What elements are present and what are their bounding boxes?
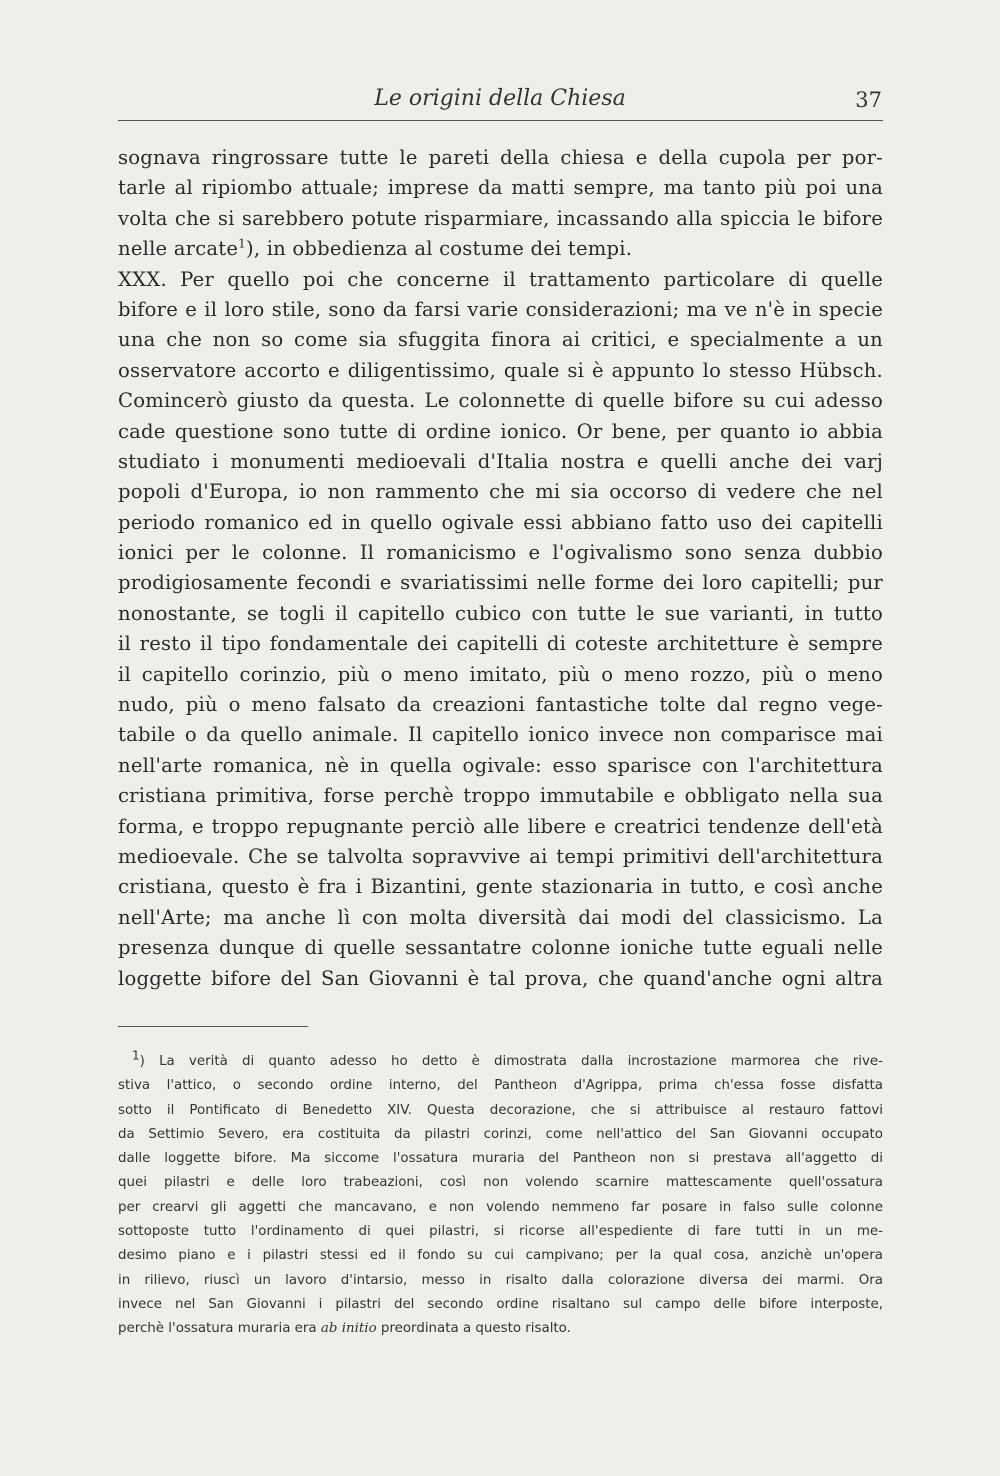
text-line: una che non so come sia sfuggita finora ai critici, e specialmente a un [118, 328, 883, 352]
page-number: 37 [855, 88, 882, 112]
footnote-ref: 1 [238, 236, 246, 251]
footnote-marker: 1 [132, 1048, 140, 1063]
text-line: cristiana primitiva, forse perchè troppo immutabile e obbligato nella sua [118, 784, 883, 808]
text-span: ) La verità di quanto adesso ho detto è dimostrata dalla incrostazione marmorea che rive- [139, 1054, 883, 1069]
footnote [118, 1050, 883, 1342]
text-line: cristiana, questo è fra i Bizantini, gente stazionaria in tutto, e così anche [118, 875, 883, 899]
text-line: Comincerò giusto da questa. Le colonnette di quelle bifore su cui adesso [118, 389, 883, 413]
text-line: forma, e troppo repugnante perciò alle libere e creatrici tendenze dell'età [118, 814, 883, 838]
text-line: loggette bifore del San Giovanni è tal prova, che quand'anche ogni altra [118, 966, 883, 990]
text-line: tabile o da quello animale. Il capitello ionico invece non comparisce mai [118, 723, 883, 747]
text-line: il capitello corinzio, più o meno imitato, più o meno rozzo, più o meno [118, 662, 883, 686]
text-line [118, 234, 883, 264]
footnote-line: quei pilastri e delle loro trabeazioni, così non volendo scarnire mattescamente quell'ossatura [118, 1175, 883, 1191]
text-line: il resto il tipo fondamentale dei capitelli di coteste architetture è sempre [118, 632, 883, 656]
footnote-line: desimo piano e i pilastri stessi ed il fondo su cui campivano; per la qual cosa, anzichè un'opera [118, 1248, 883, 1264]
text-line: sognava ringrossare tutte le pareti della chiesa e della cupola per por- [118, 146, 883, 169]
header-rule [118, 120, 883, 121]
text-span: ), in obbedienza al costume dei tempi. [246, 237, 633, 261]
footnote-line: invece nel San Giovanni i pilastri del secondo ordine risaltano sul campo delle bifore interposte, [118, 1296, 883, 1312]
text-span: preordinata a questo risalto. [380, 1321, 571, 1337]
text-line: periodo romanico ed in quello ogivale essi abbiano fatto uso dei capitelli [118, 510, 883, 534]
footnote-line: sottoposte tutto l'ordinamento di quei pilastri, si ricorse all'espediente di fare tutti in un me- [118, 1224, 883, 1240]
footnote-rule [118, 1026, 308, 1027]
footnote-line: in rilievo, riuscì un lavoro d'intarsio, messo in risalto dalla colorazione diversa dei marmi. Ora [118, 1272, 883, 1288]
text-line: ionici per le colonne. Il romanicismo e l'ogivalismo sono senza dubbio [118, 541, 883, 565]
latin-phrase: ab initio [320, 1321, 377, 1337]
section-start-line: XXX. Per quello poi che concerne il trattamento particolare di quelle [118, 267, 883, 291]
text-line: presenza dunque di quelle sessantatre colonne ioniche tutte eguali nelle [118, 936, 883, 960]
text-line: medioevale. Che se talvolta sopravvive ai tempi primitivi dell'architettura [118, 844, 883, 868]
text-line: prodigiosamente fecondi e svariatissimi nelle forme dei loro capitelli; pur [118, 571, 883, 595]
running-title: Le origini della Chiesa [374, 86, 626, 111]
text-span: perchè l'ossatura muraria era [118, 1321, 317, 1337]
footnote-line: da Settimio Severo, era costituita da pilastri corinzi, come nell'attico del San Giovanni occupato [118, 1126, 883, 1142]
body-text [118, 143, 883, 994]
text-line: popoli d'Europa, io non rammento che mi sia occorso di vedere che nel [118, 480, 883, 504]
footnote-line: per crearvi gli aggetti che mancavano, e non volendo nemmeno far posare in falso sulle colonne [118, 1199, 883, 1215]
footnote-line [118, 1050, 883, 1074]
text-line: nell'Arte; ma anche lì con molta diversità dai modi del classicismo. La [118, 905, 883, 929]
footnote-line: stiva l'attico, o secondo ordine interno, del Pantheon d'Agrippa, prima ch'essa fosse disfatta [118, 1078, 883, 1094]
text-line: bifore e il loro stile, sono da farsi varie considerazioni; ma ve n'è in specie [118, 297, 883, 321]
footnote-line [118, 1317, 883, 1341]
text-span: nelle arcate [118, 237, 239, 261]
text-line: nonostante, se togli il capitello cubico con tutte le sue varianti, in tutto [118, 601, 883, 625]
text-line: nudo, più o meno falsato da creazioni fantastiche tolte dal regno vege- [118, 693, 883, 717]
text-line: osservatore accorto e diligentissimo, quale si è appunto lo stesso Hübsch. [118, 358, 883, 382]
text-line: tarle al ripiombo attuale; imprese da matti sempre, ma tanto più poi una [118, 176, 883, 200]
text-line: volta che si sarebbero potute risparmiare, incassando alla spiccia le bifore [118, 206, 883, 230]
footnote-line: sotto il Pontificato di Benedetto XIV. Questa decorazione, che si attribuisce al restauro fattovi [118, 1102, 883, 1118]
text-line: studiato i monumenti medioevali d'Italia nostra e quelli anche dei varj [118, 449, 883, 473]
text-line: nell'arte romanica, nè in quella ogivale: esso sparisce con l'architettura [118, 753, 883, 777]
footnote-line: dalle loggette bifore. Ma siccome l'ossatura muraria del Pantheon non si prestava all'aggetto di [118, 1151, 883, 1167]
text-line: cade questione sono tutte di ordine ionico. Or bene, per quanto io abbia [118, 419, 883, 443]
